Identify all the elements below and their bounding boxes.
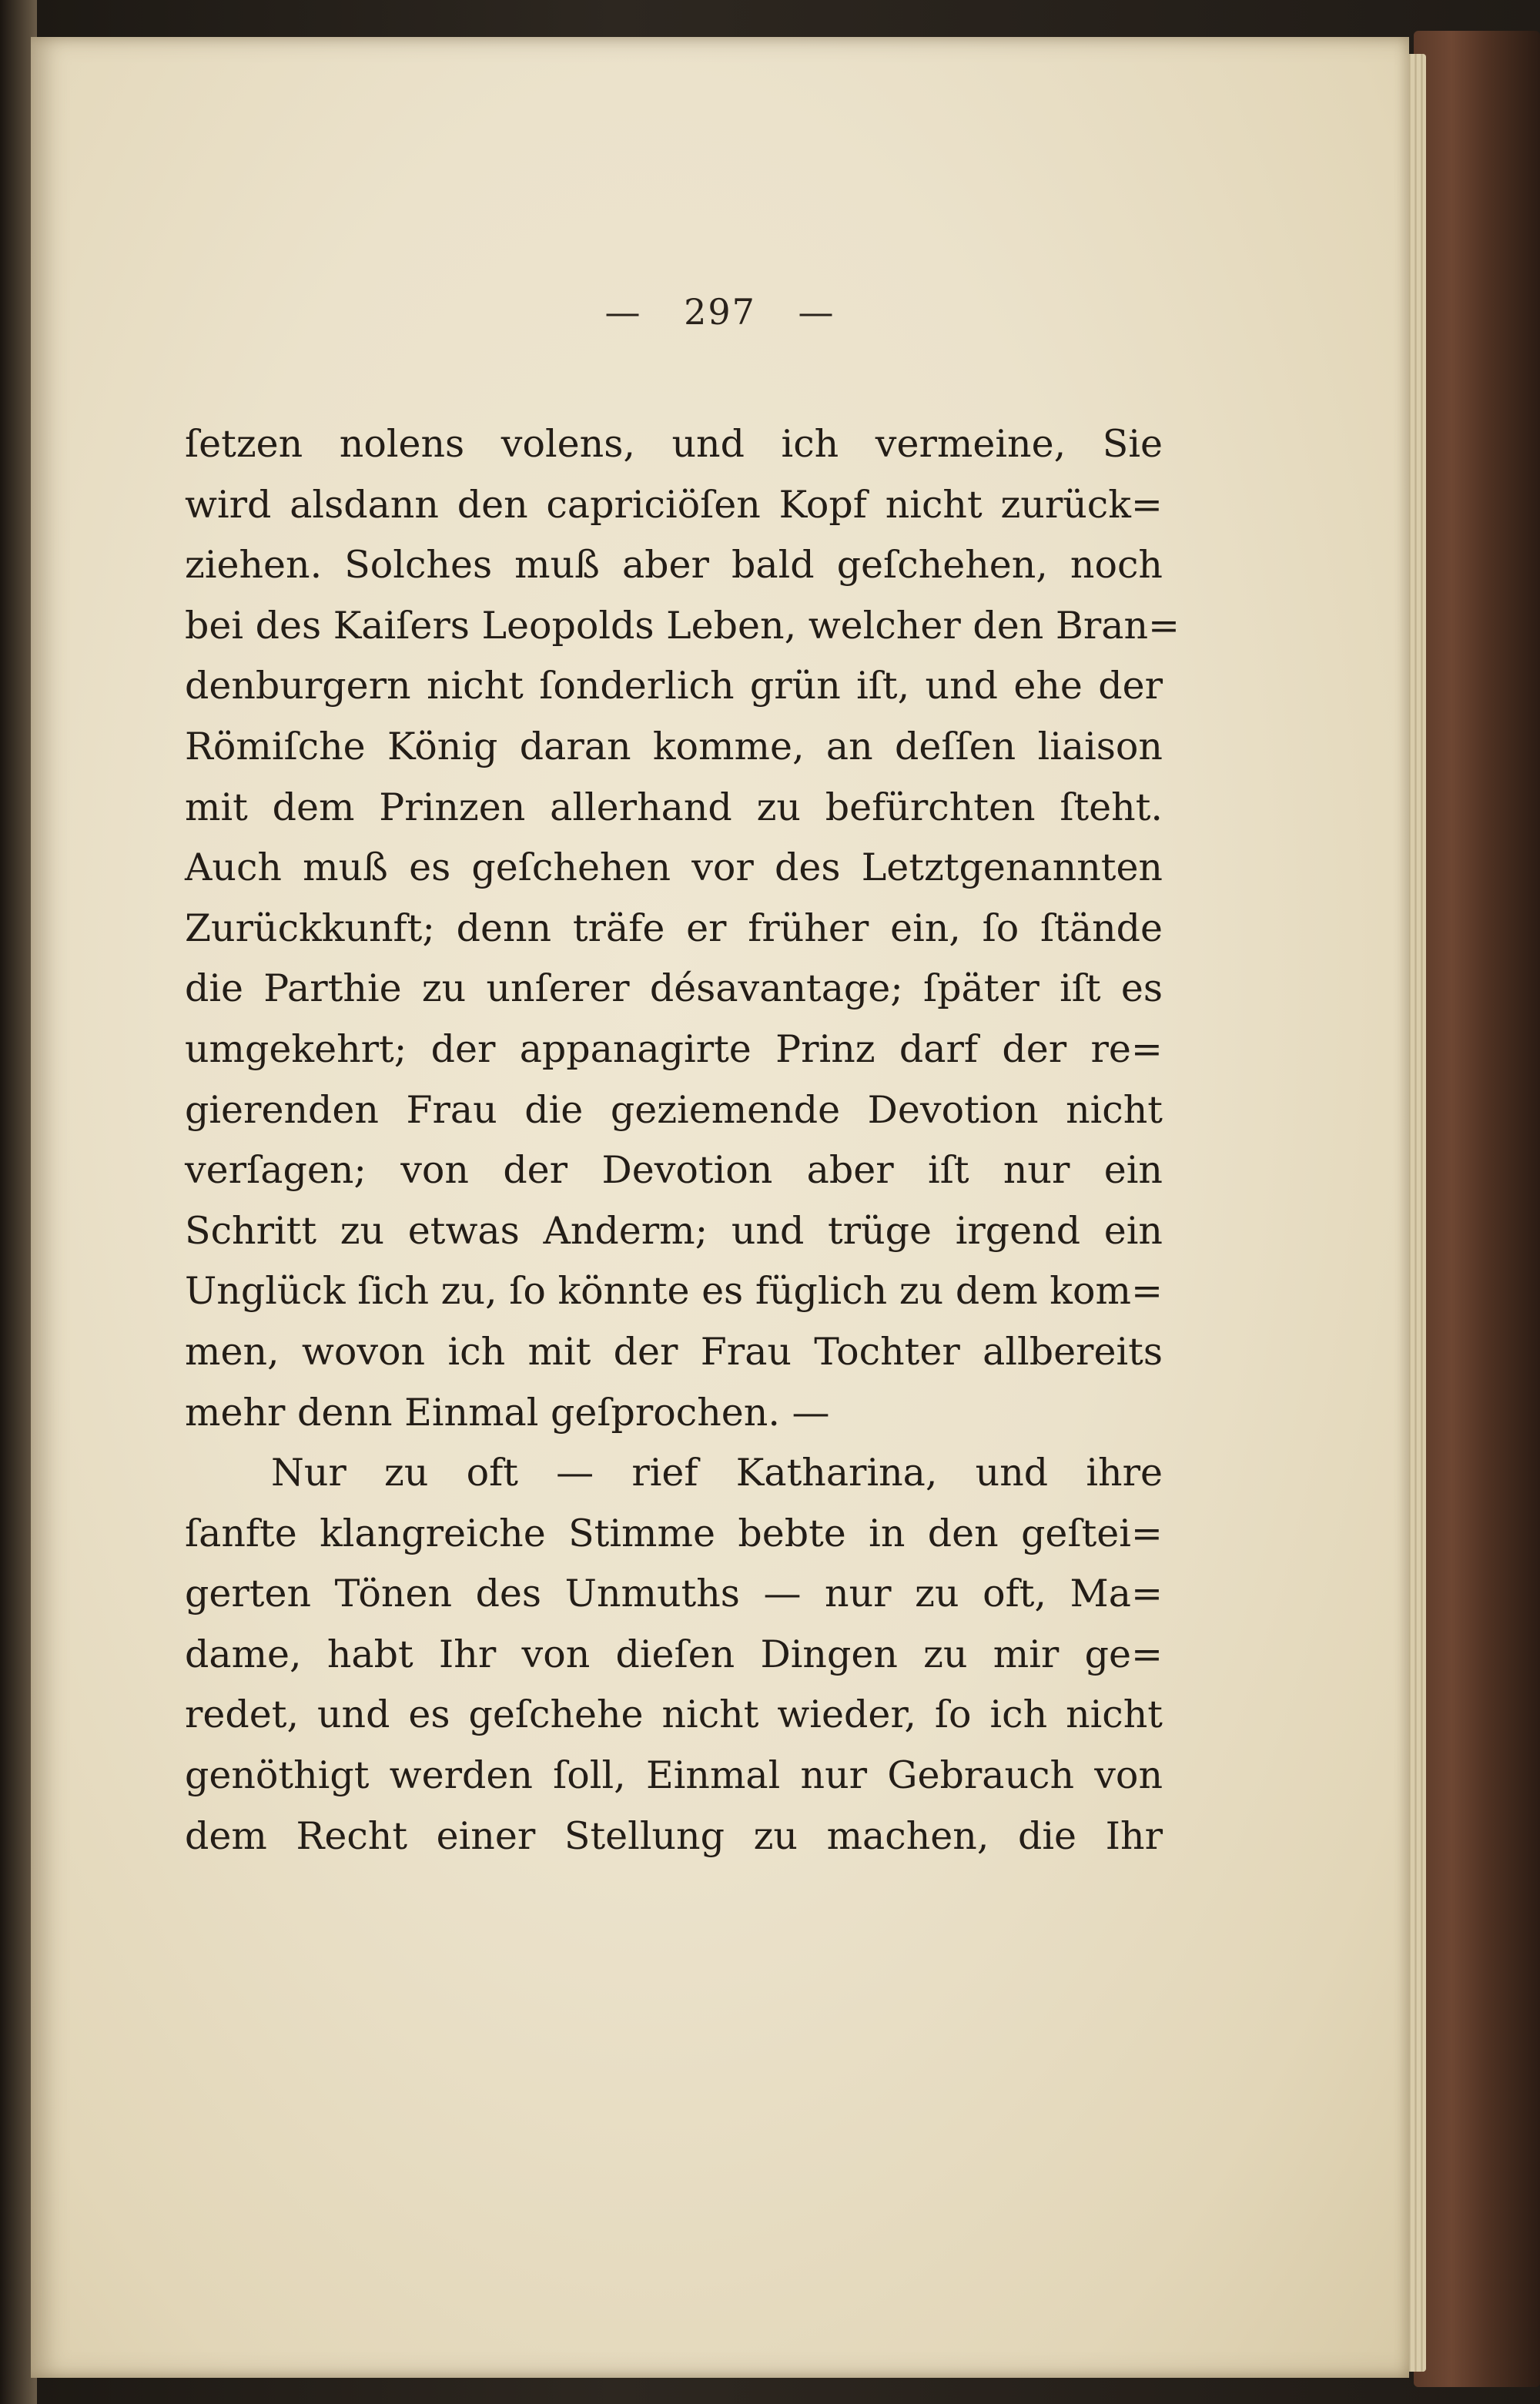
book-page bbox=[31, 37, 1409, 2378]
header-dash-right: — bbox=[798, 291, 835, 333]
header-dash-left: — bbox=[604, 291, 642, 333]
text-line: wird alsdann den capriciöſen Kopf nicht zurück= bbox=[185, 482, 1163, 527]
text-line: Römiſche König daran komme, an deſſen liaison bbox=[185, 724, 1163, 768]
text-line: dem Recht einer Stellung zu machen, die Ihr bbox=[185, 1813, 1163, 1858]
text-line: Unglück ſich zu, ſo könnte es füglich zu dem kom= bbox=[185, 1269, 1163, 1314]
text-line: gierenden Frau die geziemende Devotion nicht bbox=[185, 1087, 1163, 1132]
body-text bbox=[185, 414, 1180, 1867]
text-line: genöthigt werden ſoll, Einmal nur Gebrauch von bbox=[185, 1753, 1163, 1798]
text-line: gerten Tönen des Unmuths — nur zu oft, Ma= bbox=[185, 1572, 1163, 1616]
text-line: ziehen. Solches muß aber bald geſchehen, noch bbox=[185, 543, 1163, 588]
text-line: mit dem Prinzen allerhand zu befürchten ſteht. bbox=[185, 785, 1163, 829]
page-number: 297 bbox=[684, 291, 756, 333]
text-line: umgekehrt; der appanagirte Prinz darf der re= bbox=[185, 1026, 1163, 1071]
text-line: Auch muß es geſchehen vor des Letztgenannten bbox=[185, 845, 1163, 890]
text-line: die Parthie zu unſerer désavantage; ſpäter iſt es bbox=[185, 966, 1163, 1011]
page-header bbox=[31, 291, 1409, 333]
text-line: ſetzen nolens volens, und ich vermeine, Sie bbox=[185, 422, 1163, 466]
text-line: verſagen; von der Devotion aber iſt nur ein bbox=[185, 1148, 1163, 1193]
text-line: redet, und es geſchehe nicht wieder, ſo ich nicht bbox=[185, 1693, 1163, 1737]
text-line: Schritt zu etwas Anderm; und trüge irgend ein bbox=[185, 1208, 1163, 1253]
text-line: mehr denn Einmal geſprochen. — bbox=[185, 1390, 830, 1435]
text-line: Nur zu oft — rief Katharina, und ihre bbox=[271, 1451, 1163, 1495]
text-line: ſanfte klangreiche Stimme bebte in den geſtei= bbox=[185, 1511, 1163, 1555]
text-line: dame, habt Ihr von dieſen Dingen zu mir ge= bbox=[185, 1632, 1163, 1676]
text-line: Zurückkunft; denn träfe er früher ein, ſo ſtände bbox=[185, 906, 1163, 950]
text-line: denburgern nicht ſonderlich grün iſt, und ehe der bbox=[185, 664, 1163, 708]
leather-cover bbox=[1414, 31, 1540, 2387]
text-line: bei des Kaiſers Leopolds Leben, welcher den Bran= bbox=[185, 603, 1180, 648]
text-line: men, wovon ich mit der Frau Tochter allbereits bbox=[185, 1329, 1163, 1374]
